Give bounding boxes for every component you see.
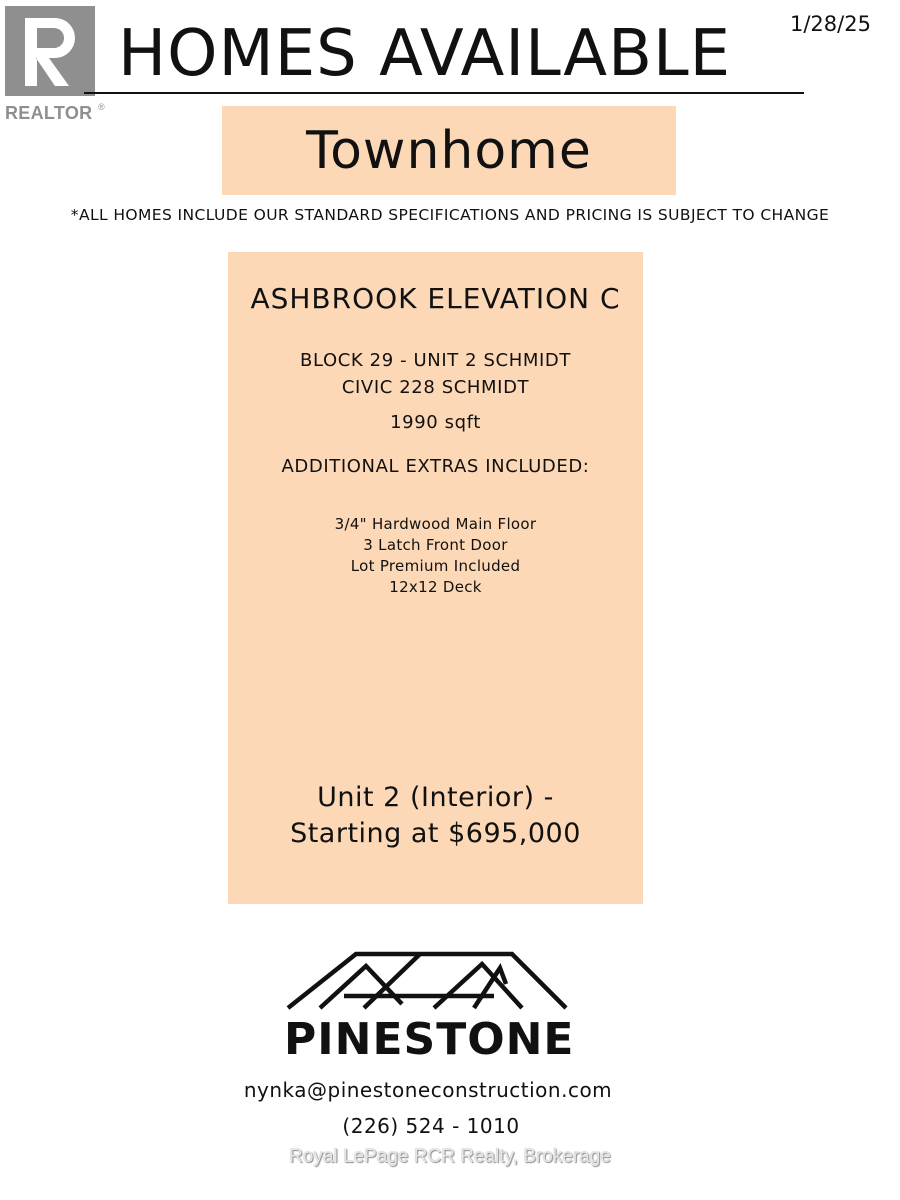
home-type-label: Townhome	[306, 120, 592, 181]
listing-card	[228, 252, 643, 904]
disclaimer: *ALL HOMES INCLUDE OUR STANDARD SPECIFICATIONS AND PRICING IS SUBJECT TO CHANGE	[70, 206, 830, 224]
civic-address: CIVIC 228 SCHMIDT	[341, 377, 530, 398]
realtor-r-icon	[5, 6, 95, 96]
brokerage-watermark: Royal LePage RCR Realty, Brokerage	[289, 1146, 611, 1167]
home-type-banner	[222, 106, 676, 195]
page-title: HOMES AVAILABLE	[118, 17, 732, 91]
starting-price: Starting at $695,000	[290, 818, 581, 849]
list-item: 3/4" Hardwood Main Floor	[334, 515, 537, 533]
builder-name: PINESTONE	[284, 1014, 575, 1065]
contact-email: nynka@pinestoneconstruction.com	[243, 1078, 613, 1102]
contact-phone: (226) 524 - 1010	[342, 1114, 520, 1138]
list-item: Lot Premium Included	[350, 557, 521, 575]
rooflines-icon	[284, 948, 574, 1018]
extras-list	[228, 514, 643, 598]
builder-logo	[284, 948, 574, 1068]
model-name: ASHBROOK ELEVATION C	[250, 282, 621, 315]
realtor-wordmark: REALTOR	[5, 103, 93, 123]
unit-label: Unit 2 (Interior) -	[317, 782, 554, 813]
square-footage: 1990 sqft	[390, 412, 481, 433]
registered-mark: ®	[98, 102, 105, 112]
realtor-logo	[5, 6, 105, 124]
flyer-date: 1/28/25	[790, 12, 871, 36]
header-divider	[84, 92, 804, 94]
extras-heading: ADDITIONAL EXTRAS INCLUDED:	[281, 456, 590, 477]
list-item: 3 Latch Front Door	[363, 536, 508, 554]
lot-description: BLOCK 29 - UNIT 2 SCHMIDT	[300, 350, 571, 371]
list-item: 12x12 Deck	[389, 578, 482, 596]
